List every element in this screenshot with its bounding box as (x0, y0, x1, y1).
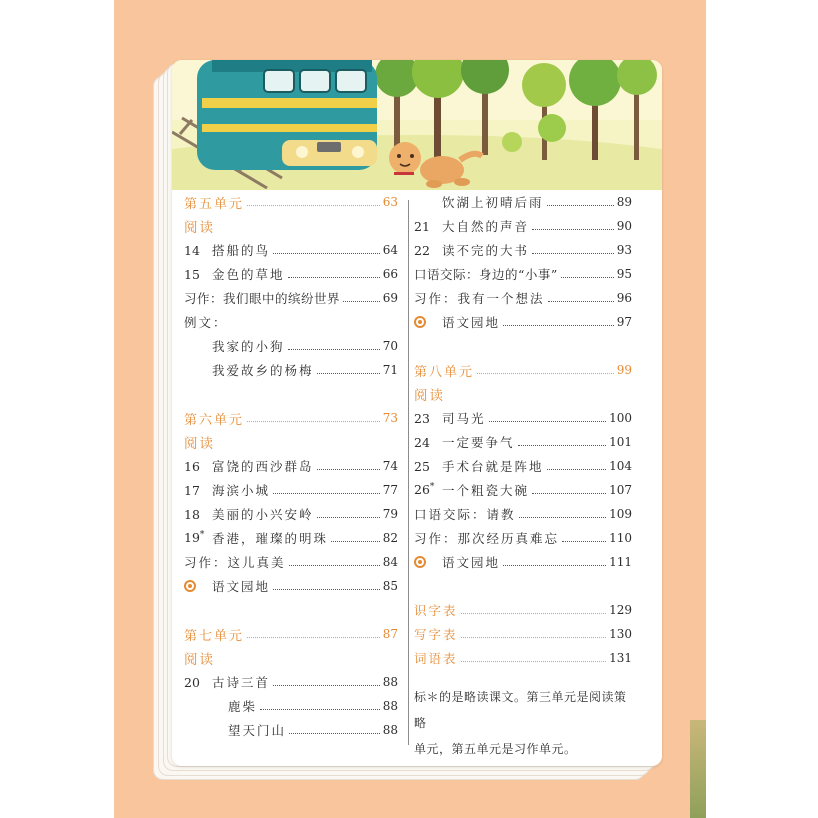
toc-entry[interactable] (184, 360, 398, 380)
lesson-number: 14 (184, 242, 200, 258)
leader-dots (461, 637, 607, 638)
reading-text: 阅读 (414, 388, 445, 404)
oral-title: 口语交际：请教 (414, 507, 516, 522)
page-number: 104 (609, 459, 632, 473)
appendix-title: 词语表 (414, 651, 458, 666)
lesson-number-text: 19 (184, 530, 200, 546)
column-divider (408, 200, 409, 745)
page-number: 129 (609, 603, 632, 617)
page-number: 93 (616, 243, 632, 257)
leader-dots (317, 373, 380, 374)
lesson-title: 手术台就是阵地 (442, 459, 544, 474)
writing-title: 习作：那次经历真难忘 (414, 531, 560, 546)
page-number: 84 (382, 555, 398, 569)
poem-title: 饮湖上初晴后雨 (442, 195, 544, 210)
leader-dots (247, 637, 380, 638)
page-number: 63 (382, 195, 398, 209)
lesson-number: 24 (414, 434, 430, 450)
garden-title: 语文园地 (442, 315, 501, 330)
lesson-number (414, 482, 442, 497)
language-garden-icon (414, 556, 426, 568)
toc-entry[interactable] (414, 552, 632, 572)
lesson-title: 古诗三首 (212, 675, 271, 690)
unit-heading[interactable] (184, 408, 398, 428)
poem-title: 望天门山 (228, 723, 287, 738)
lesson-number (184, 530, 212, 545)
toc-entry[interactable] (414, 240, 632, 260)
skim-reading-star: * (199, 530, 205, 541)
page-number: 70 (382, 339, 398, 353)
lesson-title: 搭船的鸟 (212, 243, 271, 258)
leader-dots (289, 565, 380, 566)
language-garden-icon (184, 580, 196, 592)
lesson-number: 21 (414, 218, 430, 234)
reading-label (184, 432, 398, 452)
leader-dots (547, 205, 614, 206)
page-number: 100 (609, 411, 632, 425)
lesson-title: 金色的草地 (212, 267, 285, 282)
leader-dots (562, 541, 606, 542)
page-number: 74 (382, 459, 398, 473)
lesson-title: 富饶的西沙群岛 (212, 459, 314, 474)
banner-illustration (172, 60, 662, 190)
page-number: 101 (609, 435, 632, 449)
train-icon (197, 60, 377, 170)
toc-entry[interactable] (414, 192, 632, 212)
lesson-title: 大自然的声音 (442, 219, 530, 234)
toc-entry[interactable] (184, 552, 398, 572)
toc-entry[interactable] (184, 504, 398, 524)
toc-entry[interactable] (184, 240, 398, 260)
unit-title: 第五单元 (184, 196, 245, 212)
reading-label (414, 384, 632, 404)
example-label-text: 例文： (184, 315, 228, 330)
writing-title: 习作：我有一个想法 (414, 291, 545, 306)
leader-dots (273, 493, 380, 494)
page-number: 88 (382, 699, 398, 713)
example-label (184, 312, 398, 332)
toc-entry[interactable] (414, 288, 632, 308)
toc-entry[interactable] (414, 480, 632, 500)
leader-dots (532, 493, 606, 494)
toc-entry[interactable] (414, 528, 632, 548)
page-number: 69 (382, 291, 398, 305)
reading-label (184, 648, 398, 668)
unit-title: 第七单元 (184, 628, 245, 644)
example-title: 我爱故乡的杨梅 (212, 363, 314, 378)
toc-entry[interactable] (184, 480, 398, 500)
lesson-title: 香港，璀璨的明珠 (212, 531, 329, 546)
reading-text: 阅读 (184, 652, 215, 668)
lesson-title: 司马光 (442, 411, 486, 426)
toc-entry[interactable] (184, 528, 398, 548)
page-number: 87 (382, 627, 398, 641)
page-number: 82 (382, 531, 398, 545)
appendix-entry[interactable] (414, 648, 632, 668)
unit-heading[interactable] (184, 624, 398, 644)
leader-dots (518, 445, 607, 446)
toc-entry[interactable] (414, 312, 632, 332)
page-number: 88 (382, 675, 398, 689)
toc-entry[interactable] (184, 696, 398, 716)
lesson-title: 读不完的大书 (442, 243, 530, 258)
page-number: 107 (609, 483, 632, 497)
toc-entry[interactable] (414, 408, 632, 428)
lesson-title: 海滨小城 (212, 483, 271, 498)
garden-title: 语文园地 (212, 579, 271, 594)
toc-entry[interactable] (414, 264, 632, 284)
reading-text: 阅读 (184, 436, 215, 452)
leader-dots (477, 373, 614, 374)
toc-entry[interactable] (184, 576, 398, 596)
lesson-title: 美丽的小兴安岭 (212, 507, 314, 522)
leader-dots (489, 421, 607, 422)
leader-dots (288, 277, 380, 278)
leader-dots (532, 229, 614, 230)
leader-dots (331, 541, 380, 542)
oral-title: 口语交际：身边的“小事” (414, 267, 558, 282)
page-number: 131 (609, 651, 632, 665)
page-number: 71 (382, 363, 398, 377)
example-title: 我家的小狗 (212, 339, 285, 354)
footnote (414, 684, 632, 762)
leader-dots (273, 685, 380, 686)
page-number: 73 (382, 411, 398, 425)
lesson-title: 一个粗瓷大碗 (442, 483, 530, 498)
appendix-entry[interactable] (414, 624, 632, 644)
lesson-number: 17 (184, 482, 200, 498)
leader-dots (503, 565, 606, 566)
footnote-line: 标＊的是略读课文。第三单元是阅读策略 (414, 690, 627, 730)
garden-title: 语文园地 (442, 555, 501, 570)
lesson-number: 20 (184, 674, 200, 690)
lesson-number: 16 (184, 458, 200, 474)
page-number: 96 (616, 291, 632, 305)
leader-dots (548, 301, 614, 302)
appendix-entry[interactable] (414, 600, 632, 620)
writing-title: 习作：我们眼中的缤纷世界 (184, 291, 341, 306)
page-number: 110 (609, 531, 632, 545)
unit-title: 第六单元 (184, 412, 245, 428)
lesson-number: 18 (184, 506, 200, 522)
leader-dots (561, 277, 614, 278)
page-number: 85 (382, 579, 398, 593)
reading-text: 阅读 (184, 220, 215, 236)
page-number: 77 (382, 483, 398, 497)
leader-dots (343, 301, 380, 302)
toc-entry[interactable] (184, 672, 398, 692)
leader-dots (273, 589, 380, 590)
leader-dots (503, 325, 614, 326)
page-number: 109 (609, 507, 632, 521)
unit-heading[interactable] (414, 360, 632, 380)
appendix-title: 写字表 (414, 627, 458, 642)
page-number: 95 (616, 267, 632, 281)
leader-dots (317, 517, 380, 518)
page-number: 88 (382, 723, 398, 737)
page-number: 66 (382, 267, 398, 281)
toc-entry[interactable] (414, 216, 632, 236)
page-number: 79 (382, 507, 398, 521)
lesson-number: 25 (414, 458, 430, 474)
leader-dots (461, 661, 607, 662)
toc-entry[interactable] (184, 336, 398, 356)
poem-title: 鹿柴 (228, 699, 258, 714)
lesson-number-text: 26 (414, 482, 430, 498)
unit-heading[interactable] (184, 192, 398, 212)
lesson-title: 一定要争气 (442, 435, 515, 450)
page-number: 89 (616, 195, 632, 209)
language-garden-icon (414, 316, 426, 328)
page-number: 99 (616, 363, 632, 377)
appendix-title: 识字表 (414, 603, 458, 618)
leader-dots (547, 469, 607, 470)
leader-dots (289, 733, 380, 734)
leader-dots (288, 349, 380, 350)
page-number: 111 (609, 555, 632, 569)
lesson-number: 22 (414, 242, 430, 258)
background-grass-strip (690, 720, 706, 818)
leader-dots (519, 517, 607, 518)
leader-dots (532, 253, 614, 254)
lesson-number: 23 (414, 410, 430, 426)
reading-label (184, 216, 398, 236)
toc-entry[interactable] (184, 720, 398, 740)
toc-entry[interactable] (414, 456, 632, 476)
leader-dots (461, 613, 607, 614)
page-number: 90 (616, 219, 632, 233)
toc-entry[interactable] (184, 456, 398, 476)
leader-dots (247, 421, 380, 422)
toc-entry[interactable] (414, 504, 632, 524)
toc-entry[interactable] (184, 288, 398, 308)
writing-title: 习作：这儿真美 (184, 555, 286, 570)
footnote-line: 单元，第五单元是习作单元。 (414, 742, 577, 756)
leader-dots (260, 709, 380, 710)
page-number: 130 (609, 627, 632, 641)
page-number: 97 (616, 315, 632, 329)
leader-dots (317, 469, 380, 470)
unit-title: 第八单元 (414, 364, 475, 380)
skim-reading-star: * (429, 482, 435, 493)
toc-entry[interactable] (184, 264, 398, 284)
toc-page (172, 60, 662, 766)
toc-entry[interactable] (414, 432, 632, 452)
page-number: 64 (382, 243, 398, 257)
lesson-number: 15 (184, 266, 200, 282)
leader-dots (247, 205, 380, 206)
leader-dots (273, 253, 380, 254)
